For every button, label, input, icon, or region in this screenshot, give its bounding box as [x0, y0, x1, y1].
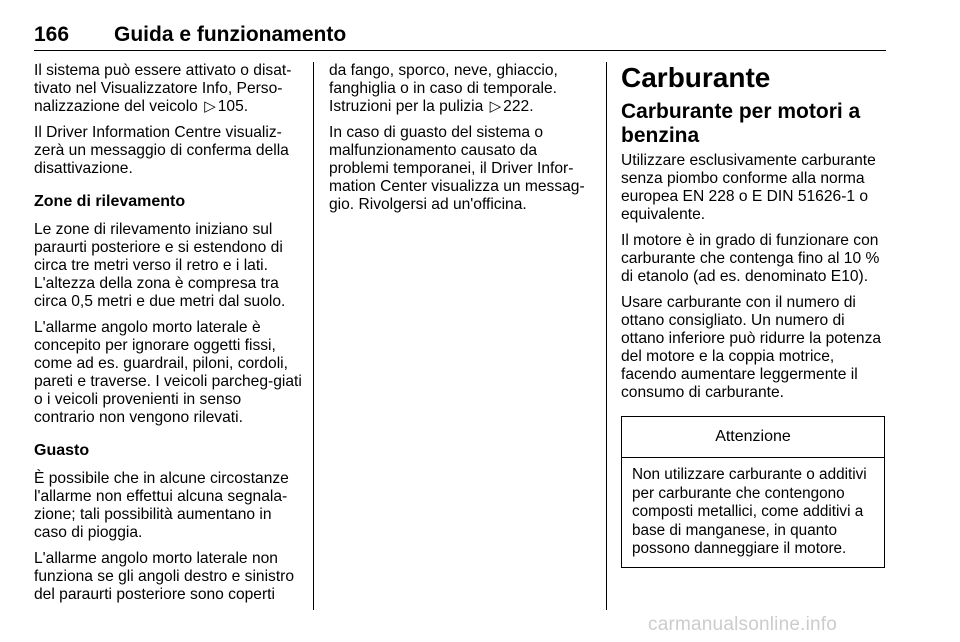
caution-box: [621, 416, 885, 568]
heading-detection-zones: Zone di rilevamento: [34, 193, 186, 210]
watermark: carmanualsonline.info: [648, 614, 838, 635]
paragraph-unleaded: Utilizzare esclusivamente carburante senza piombo conforme alla norma europea EN 228 o E DIN 51626-1 o equivalente.: [621, 152, 876, 223]
heading-fault: Guasto: [34, 442, 90, 459]
column-2: [329, 62, 597, 222]
heading-petrol-engines: Carburante per motori a benzina: [621, 100, 861, 147]
paragraph-octane: Usare carburante con il numero di ottano consigliato. Un numero di ottano inferiore può ridurre la potenza del motore e la coppia motrice, facendo aumentare leggermente il consumo di carburante.: [621, 294, 882, 401]
caution-title: Attenzione: [622, 417, 884, 458]
column-1: [34, 62, 302, 612]
paragraph-fixed-objects: L'allarme angolo morto laterale è concepito per ignorare oggetti fissi, come ad es. guardrail, piloni, cordoli, pareti e traverse. I veicoli parcheg-giati o i veicoli provenienti in senso contrario non vengono rilevati.: [34, 319, 302, 426]
paragraph-zones: Le zone di rilevamento iniziano sul paraurti posteriore e si estendono di circa tre metri verso il retro e i lati. L'altezza della zona è compresa tra circa 0,5 metri e due metri dal suolo.: [34, 221, 286, 310]
paragraph-ethanol: Il motore è in grado di funzionare con carburante che contenga fino al 10 % di etanolo (ad es. denominato E10).: [621, 232, 880, 285]
heading-fuel: Carburante: [621, 62, 771, 93]
caution-text: Non utilizzare carburante o additivi per carburante che contengono composti metallici, come additivi a base di manganese, in quanto possono danneggiare il motore.: [632, 466, 867, 557]
page-reference-arrow-icon: ▷: [204, 98, 216, 115]
paragraph-malfunction: In caso di guasto del sistema o malfunzionamento causato da problemi temporanei, il Driver Infor-mation Center visualizza un messag-gio. Rivolgersi ad un'officina.: [329, 124, 585, 213]
page-reference-link[interactable]: 222.: [503, 98, 534, 115]
page-number: 166: [34, 23, 70, 46]
paragraph-bumper: L'allarme angolo morto laterale non funziona se gli angoli destro e sinistro del paraurti posteriore sono coperti: [34, 550, 295, 603]
paragraph-rain: È possibile che in alcune circostanze l'allarme non effettui alcuna segnala-zione; tali possibilità aumentano in caso di pioggia.: [34, 470, 289, 541]
paragraph-cleaning: da fango, sporco, neve, ghiaccio, fanghiglia o in caso di temporale. Istruzioni per la pulizia ▷ 222.: [329, 62, 558, 115]
paragraph-activation: Il sistema può essere attivato o disat-tivato nel Visualizzatore Info, Perso-nalizzazione del veicolo ▷ 105.: [34, 62, 292, 115]
page-reference-link[interactable]: 105.: [217, 98, 249, 115]
paragraph-confirmation: Il Driver Information Centre visualiz-zerà un messaggio di conferma della disattivazione.: [34, 124, 289, 177]
page-header: [34, 12, 886, 51]
column-divider-2: [606, 62, 607, 610]
section-title: Guida e funzionamento: [114, 23, 347, 46]
column-divider-1: [313, 62, 314, 610]
page-reference-arrow-icon: ▷: [489, 98, 502, 115]
column-3: [621, 62, 887, 568]
